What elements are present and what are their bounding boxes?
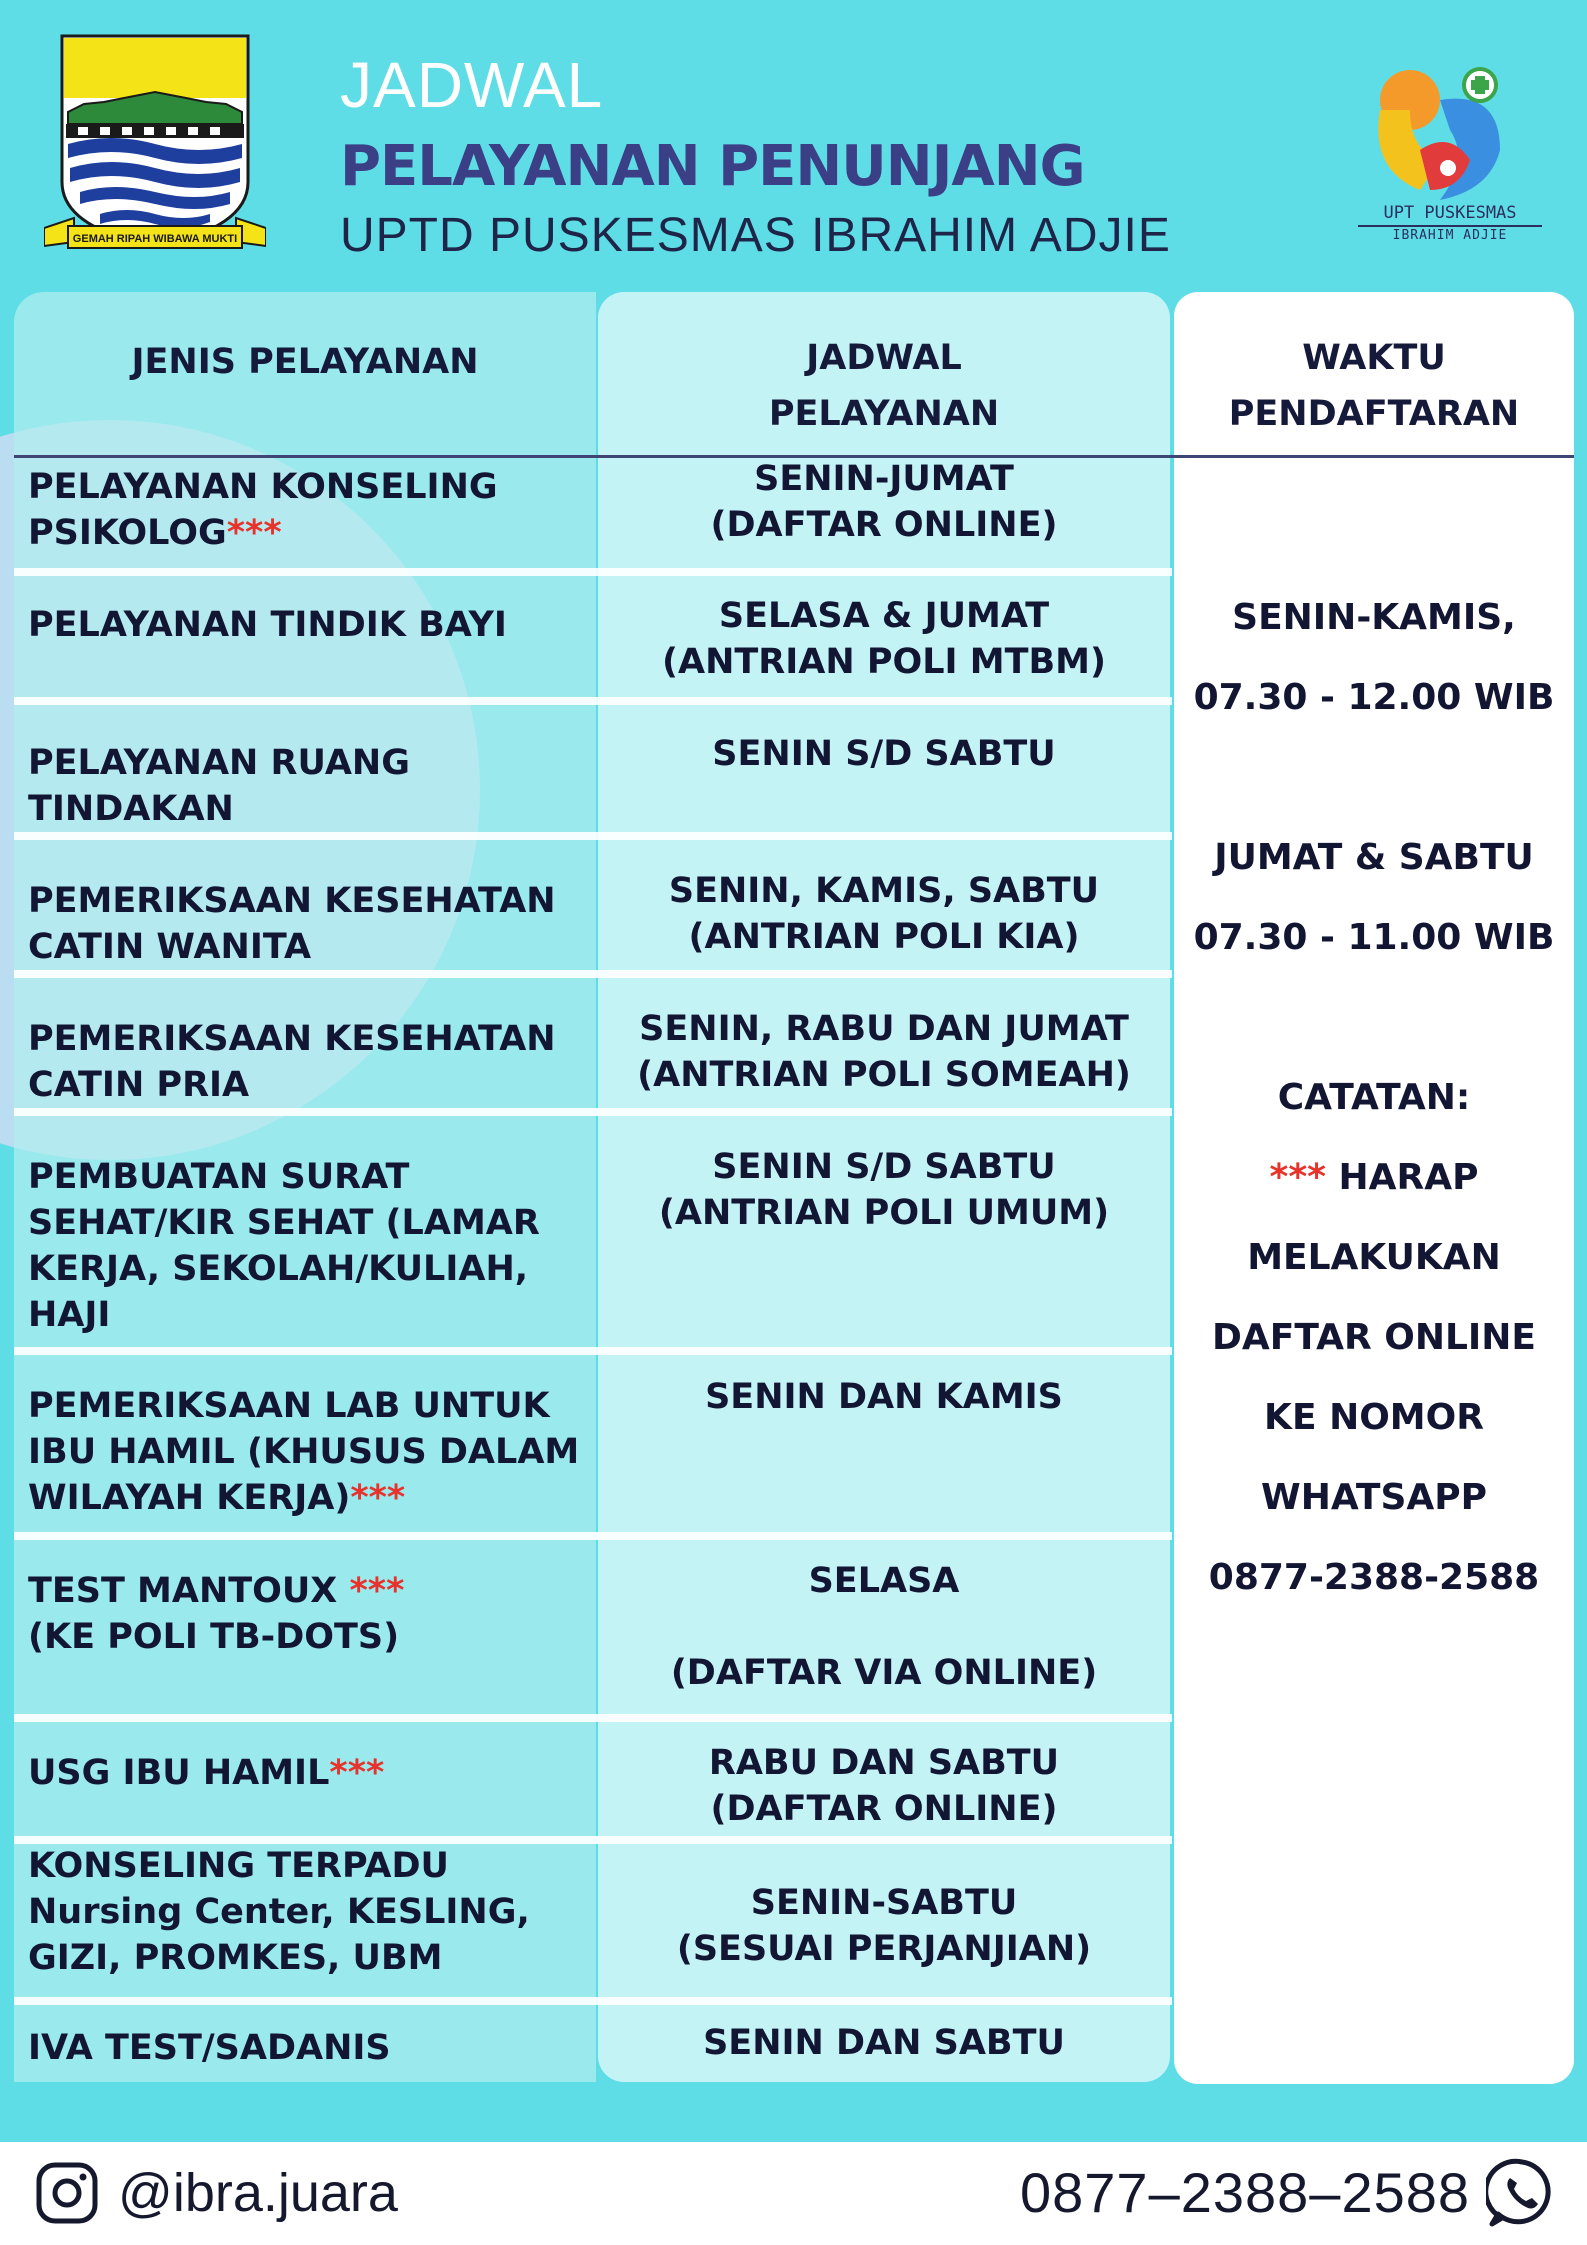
header-waktu: WAKTU [1302,338,1446,378]
header-pendaftaran: PENDAFTARAN [1228,394,1520,434]
instagram-icon [34,2160,100,2226]
row-separator [14,970,1172,978]
table-row-service: PEMBUATAN SURAT SEHAT/KIR SEHAT (LAMAR KERJA, SEKOLAH/KULIAH, HAJI [28,1157,540,1335]
logo-label-name: IBRAHIM ADJIE [1392,228,1508,243]
table-row-schedule: SENIN-JUMAT (DAFTAR ONLINE) [710,459,1058,545]
table-row-service: PEMERIKSAAN KESEHATAN CATIN WANITA [28,881,556,967]
row-separator [14,1997,1172,2005]
table-row-schedule: SELASA & JUMAT (ANTRIAN POLI MTBM) [662,596,1106,682]
table-row-schedule: SENIN, RABU DAN JUMAT (ANTRIAN POLI SOMEAH) [637,1009,1131,1095]
row-separator [14,832,1172,840]
table-row-service: PELAYANAN KONSELING PSIKOLOG*** [28,467,498,553]
row-separator [14,1347,1172,1355]
header-jadwal: JADWAL [806,338,962,378]
table-row-schedule: SENIN DAN KAMIS [705,1377,1063,1417]
instagram-handle[interactable]: @ibra.juara [118,2163,398,2223]
table-row-schedule: SENIN, KAMIS, SABTU (ANTRIAN POLI KIA) [668,871,1100,957]
crest-motto: GEMAH RIPAH WIBAWA MUKTI [72,233,238,245]
row-separator [14,697,1172,705]
registration-note: CATATAN: *** HARAP MELAKUKAN DAFTAR ONLINE KE NOMOR WHATSAPP 0877-2388-2588 [1208,1077,1540,1598]
table-row-service: IVA TEST/SADANIS [28,2028,391,2068]
row-separator [14,568,1172,576]
title-jadwal: JADWAL [340,49,604,121]
logo-label-upt: UPT PUSKESMAS [1383,203,1517,223]
title-puskesmas-name: UPTD PUSKESMAS IBRAHIM ADJIE [340,209,1171,262]
table-row-schedule: SENIN-SABTU (SESUAI PERJANJIAN) [676,1883,1092,1969]
whatsapp-icon [1486,2156,1558,2228]
header-jenis-pelayanan: JENIS PELAYANAN [131,342,479,382]
header-pelayanan: PELAYANAN [768,394,1000,434]
logo-divider [1358,225,1542,227]
registration-times-weekend: JUMAT & SABTU 07.30 - 11.00 WIB [1193,837,1555,958]
table-row-schedule: SENIN S/D SABTU (ANTRIAN POLI UMUM) [658,1147,1110,1233]
table-row-service: PEMERIKSAAN LAB UNTUK IBU HAMIL (KHUSUS DALAM WILAYAH KERJA)*** [28,1386,580,1518]
footer-phone-number[interactable]: 0877–2388–2588 [1020,2161,1471,2224]
table-row-service: USG IBU HAMIL*** [28,1753,385,1793]
title-pelayanan-penunjang: PELAYANAN PENUNJANG [340,134,1085,199]
table-row-schedule: RABU DAN SABTU (DAFTAR ONLINE) [708,1743,1060,1829]
table-row-service: PEMERIKSAAN KESEHATAN CATIN PRIA [28,1019,556,1105]
table-row-service: PELAYANAN TINDIK BAYI [28,605,507,645]
row-separator [14,1108,1172,1116]
table-row-service: KONSELING TERPADU Nursing Center, KESLING, GIZI, PROMKES, UBM [28,1846,530,1978]
table-row-schedule: SELASA (DAFTAR VIA ONLINE) [670,1561,1098,1693]
table-row-schedule: SENIN S/D SABTU [712,734,1056,774]
row-separator [14,1532,1172,1540]
row-separator [14,1714,1172,1722]
city-crest-logo [44,32,266,258]
table-row-service: TEST MANTOUX *** (KE POLI TB-DOTS) [28,1571,405,1657]
registration-times: SENIN-KAMIS, 07.30 - 12.00 WIB [1193,597,1555,718]
table-row-schedule: SENIN DAN SABTU [703,2023,1065,2063]
table-row-service: PELAYANAN RUANG TINDAKAN [28,743,410,829]
